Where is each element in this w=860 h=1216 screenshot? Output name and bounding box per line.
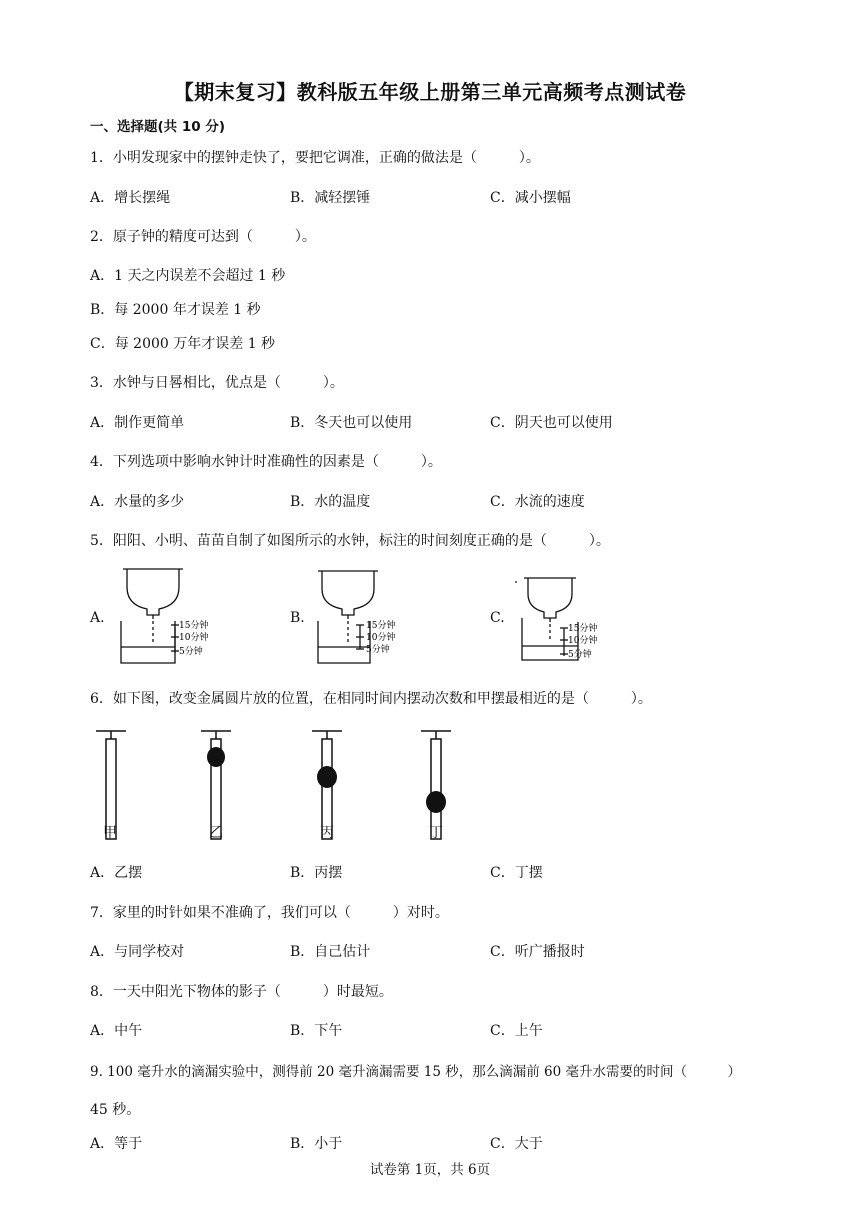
q7-option-b[interactable]: B．自己估计 [290, 944, 371, 960]
page-footer: 试卷第 1页，共 6页 [369, 1162, 491, 1178]
q3-option-a[interactable]: A．制作更简单 [90, 415, 185, 431]
q4-option-c[interactable]: C．水流的速度 [490, 494, 585, 510]
q6-option-a[interactable]: A．乙摆 [90, 865, 143, 881]
q3-option-c[interactable]: C．阴天也可以使用 [490, 415, 613, 431]
question-1: 1．小明发现家中的摆钟走快了，要把它调准，正确的做法是（ ）。 [90, 150, 540, 166]
q3-option-b[interactable]: B．冬天也可以使用 [290, 415, 413, 431]
q8-option-b[interactable]: B．下午 [290, 1023, 343, 1039]
page-title: 【期末复习】教科版五年级上册第三单元高频考点测试卷 [173, 80, 687, 104]
q5-option-b[interactable]: B. [290, 610, 305, 626]
q9-option-a[interactable]: A．等于 [90, 1136, 143, 1152]
q6-option-b[interactable]: B．丙摆 [290, 865, 343, 881]
scale-label-5: 5分钟 [568, 650, 592, 660]
q1-option-c[interactable]: C．减小摆幅 [490, 190, 571, 206]
q1-option-b[interactable]: B．减轻摆锤 [290, 190, 371, 206]
q6-option-c[interactable]: C．丁摆 [490, 865, 543, 881]
scale-label-10: 10分钟 [568, 636, 598, 646]
water-clock-figure-a [115, 565, 225, 667]
q2-option-c[interactable]: C．每 2000 万年才误差 1 秒 [90, 336, 276, 352]
question-9-continuation: 45 秒。 [90, 1102, 141, 1118]
question-4: 4．下列选项中影响水钟计时准确性的因素是（ ）。 [90, 454, 442, 470]
q5-option-c[interactable]: C. [490, 610, 505, 626]
q8-option-a[interactable]: A．中午 [90, 1023, 143, 1039]
pendulum-label-yi: 乙 [209, 825, 223, 841]
water-clock-figure-c [512, 570, 622, 670]
pendulum-label-jia: 甲 [103, 825, 117, 841]
q1-option-a[interactable]: A．增长摆绳 [90, 190, 171, 206]
scale-label-10: 10分钟 [366, 633, 396, 643]
q7-option-c[interactable]: C．听广播报时 [490, 944, 585, 960]
question-8: 8．一天中阳光下物体的影子（ ）时最短。 [90, 984, 393, 1000]
question-3: 3．水钟与日晷相比，优点是（ ）。 [90, 375, 344, 391]
metal-disc-ding [426, 791, 446, 813]
question-9: 9. 100 毫升水的滴漏实验中，测得前 20 毫升滴漏需要 15 秒，那么滴漏前 60 毫升水需要的时间（ ） [90, 1064, 742, 1080]
scale-label-5: 5分钟 [366, 645, 390, 655]
q9-option-c[interactable]: C．大于 [490, 1136, 543, 1152]
q7-option-a[interactable]: A．与同学校对 [90, 944, 185, 960]
scale-label-10: 10分钟 [179, 633, 209, 643]
q2-option-b[interactable]: B．每 2000 年才误差 1 秒 [90, 302, 261, 318]
water-clock-figure-b [310, 565, 420, 667]
q4-option-b[interactable]: B．水的温度 [290, 494, 371, 510]
q2-option-a[interactable]: A．1 天之内误差不会超过 1 秒 [90, 268, 286, 284]
scale-label-15: 15分钟 [179, 621, 209, 631]
scale-label-15: 15分钟 [568, 624, 598, 634]
q9-option-b[interactable]: B．小于 [290, 1136, 343, 1152]
scale-label-15: 15分钟 [366, 621, 396, 631]
metal-disc-yi [207, 747, 225, 767]
pendulum-label-bing: 丙 [320, 825, 334, 841]
pendulum-figure [90, 725, 470, 845]
metal-disc-bing [317, 766, 337, 788]
question-2: 2．原子钟的精度可达到（ ）。 [90, 229, 316, 245]
q4-option-a[interactable]: A．水量的多少 [90, 494, 185, 510]
scale-label-5: 5分钟 [179, 647, 203, 657]
question-7: 7．家里的时针如果不准确了，我们可以（ ）对时。 [90, 905, 449, 921]
question-5: 5．阳阳、小明、苗苗自制了如图所示的水钟，标注的时间刻度正确的是（ ）。 [90, 533, 610, 549]
q8-option-c[interactable]: C．上午 [490, 1023, 543, 1039]
section-heading: 一、选择题(共 10 分) [90, 119, 226, 135]
question-6: 6．如下图，改变金属圆片放的位置，在相同时间内摆动次数和甲摆最相近的是（ ）。 [90, 691, 652, 707]
pendulum-label-ding: 丁 [429, 825, 443, 841]
q5-option-a[interactable]: A. [90, 610, 105, 626]
